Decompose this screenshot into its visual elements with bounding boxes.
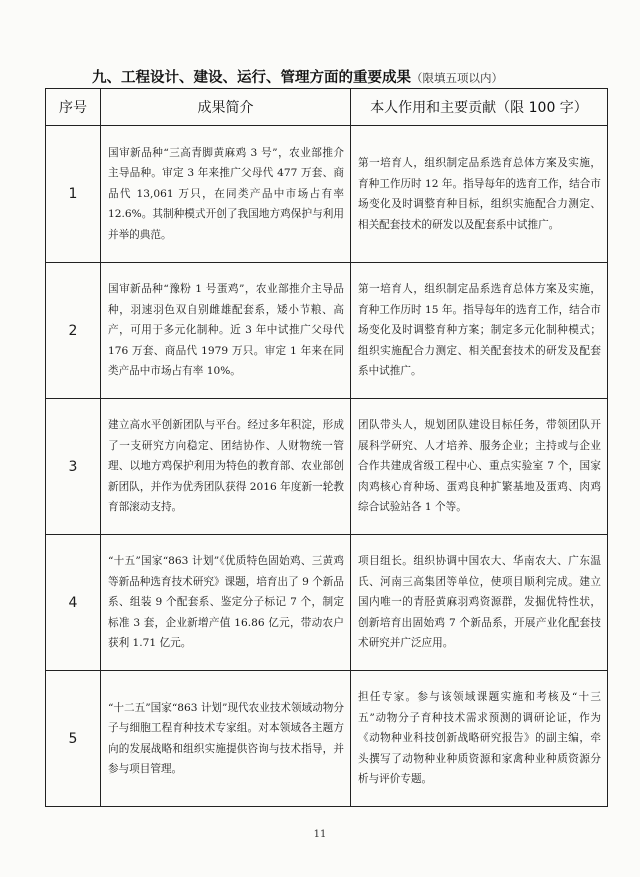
header-index: 序号 — [46, 89, 101, 126]
table-header-row — [46, 89, 608, 126]
table-row — [46, 126, 608, 263]
achievements-table — [45, 88, 608, 807]
header-summary: 成果简介 — [101, 89, 351, 126]
section-note: （限填五项以内） — [411, 71, 503, 85]
row-summary: “十五”国家“863 计划”《优质特色固始鸡、三黄鸡等新品种选育技术研究》课题，培育出了 9 个新品系、组装 9 个配套系、鉴定分子标记 7 个，制定标准 3 套，企业新增产值 16.86 亿元，带动农户获利 1.71 亿元。 — [101, 535, 351, 671]
table-row — [46, 263, 608, 399]
section-title: 九、工程设计、建设、运行、管理方面的重要成果 — [92, 70, 411, 86]
row-index: 5 — [46, 671, 101, 807]
row-summary: 建立高水平创新团队与平台。经过多年积淀，形成了一支研究方向稳定、团结协作、人财物统一管理、以地方鸡保护利用为特色的教育部、农业部创新团队，并作为优秀团队获得 2016 年度新一轮教育部滚动支持。 — [101, 399, 351, 535]
table-row — [46, 535, 608, 671]
row-summary: “十二五”国家“863 计划”现代农业技术领域动物分子与细胞工程育种技术专家组。对本领域各主题方向的发展战略和组织实施提供咨询与技术指导，并参与项目管理。 — [101, 671, 351, 807]
page-number: 11 — [313, 829, 327, 840]
row-index: 4 — [46, 535, 101, 671]
row-role: 担任专家。参与该领域课题实施和考核及“十三五”动物分子育种技术需求预测的调研论证，作为《动物种业科技创新战略研究报告》的副主编，牵头撰写了动物种业种质资源和家禽种业种质资源分析与评价专题。 — [351, 671, 608, 807]
row-summary: 国审新品种“豫粉 1 号蛋鸡”，农业部推介主导品种，羽速羽色双自别雌雄配套系，矮小节粮、高产，可用于多元化制种。近 3 年中试推广父母代 176 万套、商品代 1979 万只。审定 1 年来在同类产品中市场占有率 10%。 — [101, 263, 351, 399]
row-role: 第一培育人，组织制定品系选育总体方案及实施，育种工作历时 12 年。指导每年的选育工作，结合市场变化及时调整育种目标，组织实施配合力测定、相关配套技术的研发以及配套系中试推广。 — [351, 126, 608, 263]
row-role: 团队带头人，规划团队建设目标任务，带领团队开展科学研究、人才培养、服务企业；主持或与企业合作共建成省级工程中心、重点实验室 7 个，国家肉鸡核心育种场、蛋鸡良种扩繁基地及蛋鸡、肉鸡综合试验站各 1 个等。 — [351, 399, 608, 535]
row-role: 第一培育人，组织制定品系选育总体方案及实施，育种工作历时 15 年。指导每年的选育工作，结合市场变化及时调整育种方案；制定多元化制种模式；组织实施配合力测定、相关配套技术的研发及配套系中试推广。 — [351, 263, 608, 399]
row-index: 2 — [46, 263, 101, 399]
table-row — [46, 671, 608, 807]
table-row — [46, 399, 608, 535]
header-role: 本人作用和主要贡献（限 100 字） — [351, 89, 608, 126]
row-summary: 国审新品种“三高青脚黄麻鸡 3 号”，农业部推介主导品种。审定 3 年来推广父母代 477 万套、商品代 13,061 万只，在同类产品中市场占有率 12.6%。其制种模式开创了我国地方鸡保护与利用并举的典范。 — [101, 126, 351, 263]
row-index: 1 — [46, 126, 101, 263]
row-index: 3 — [46, 399, 101, 535]
section-heading — [92, 66, 503, 87]
row-role: 项目组长。组织协调中国农大、华南农大、广东温氏、河南三高集团等单位，使项目顺利完成。建立国内唯一的青胫黄麻羽鸡资源群，发掘优特性状，创新培育出固始鸡 7 个新品系，开展产业化配套技术研究并广泛应用。 — [351, 535, 608, 671]
